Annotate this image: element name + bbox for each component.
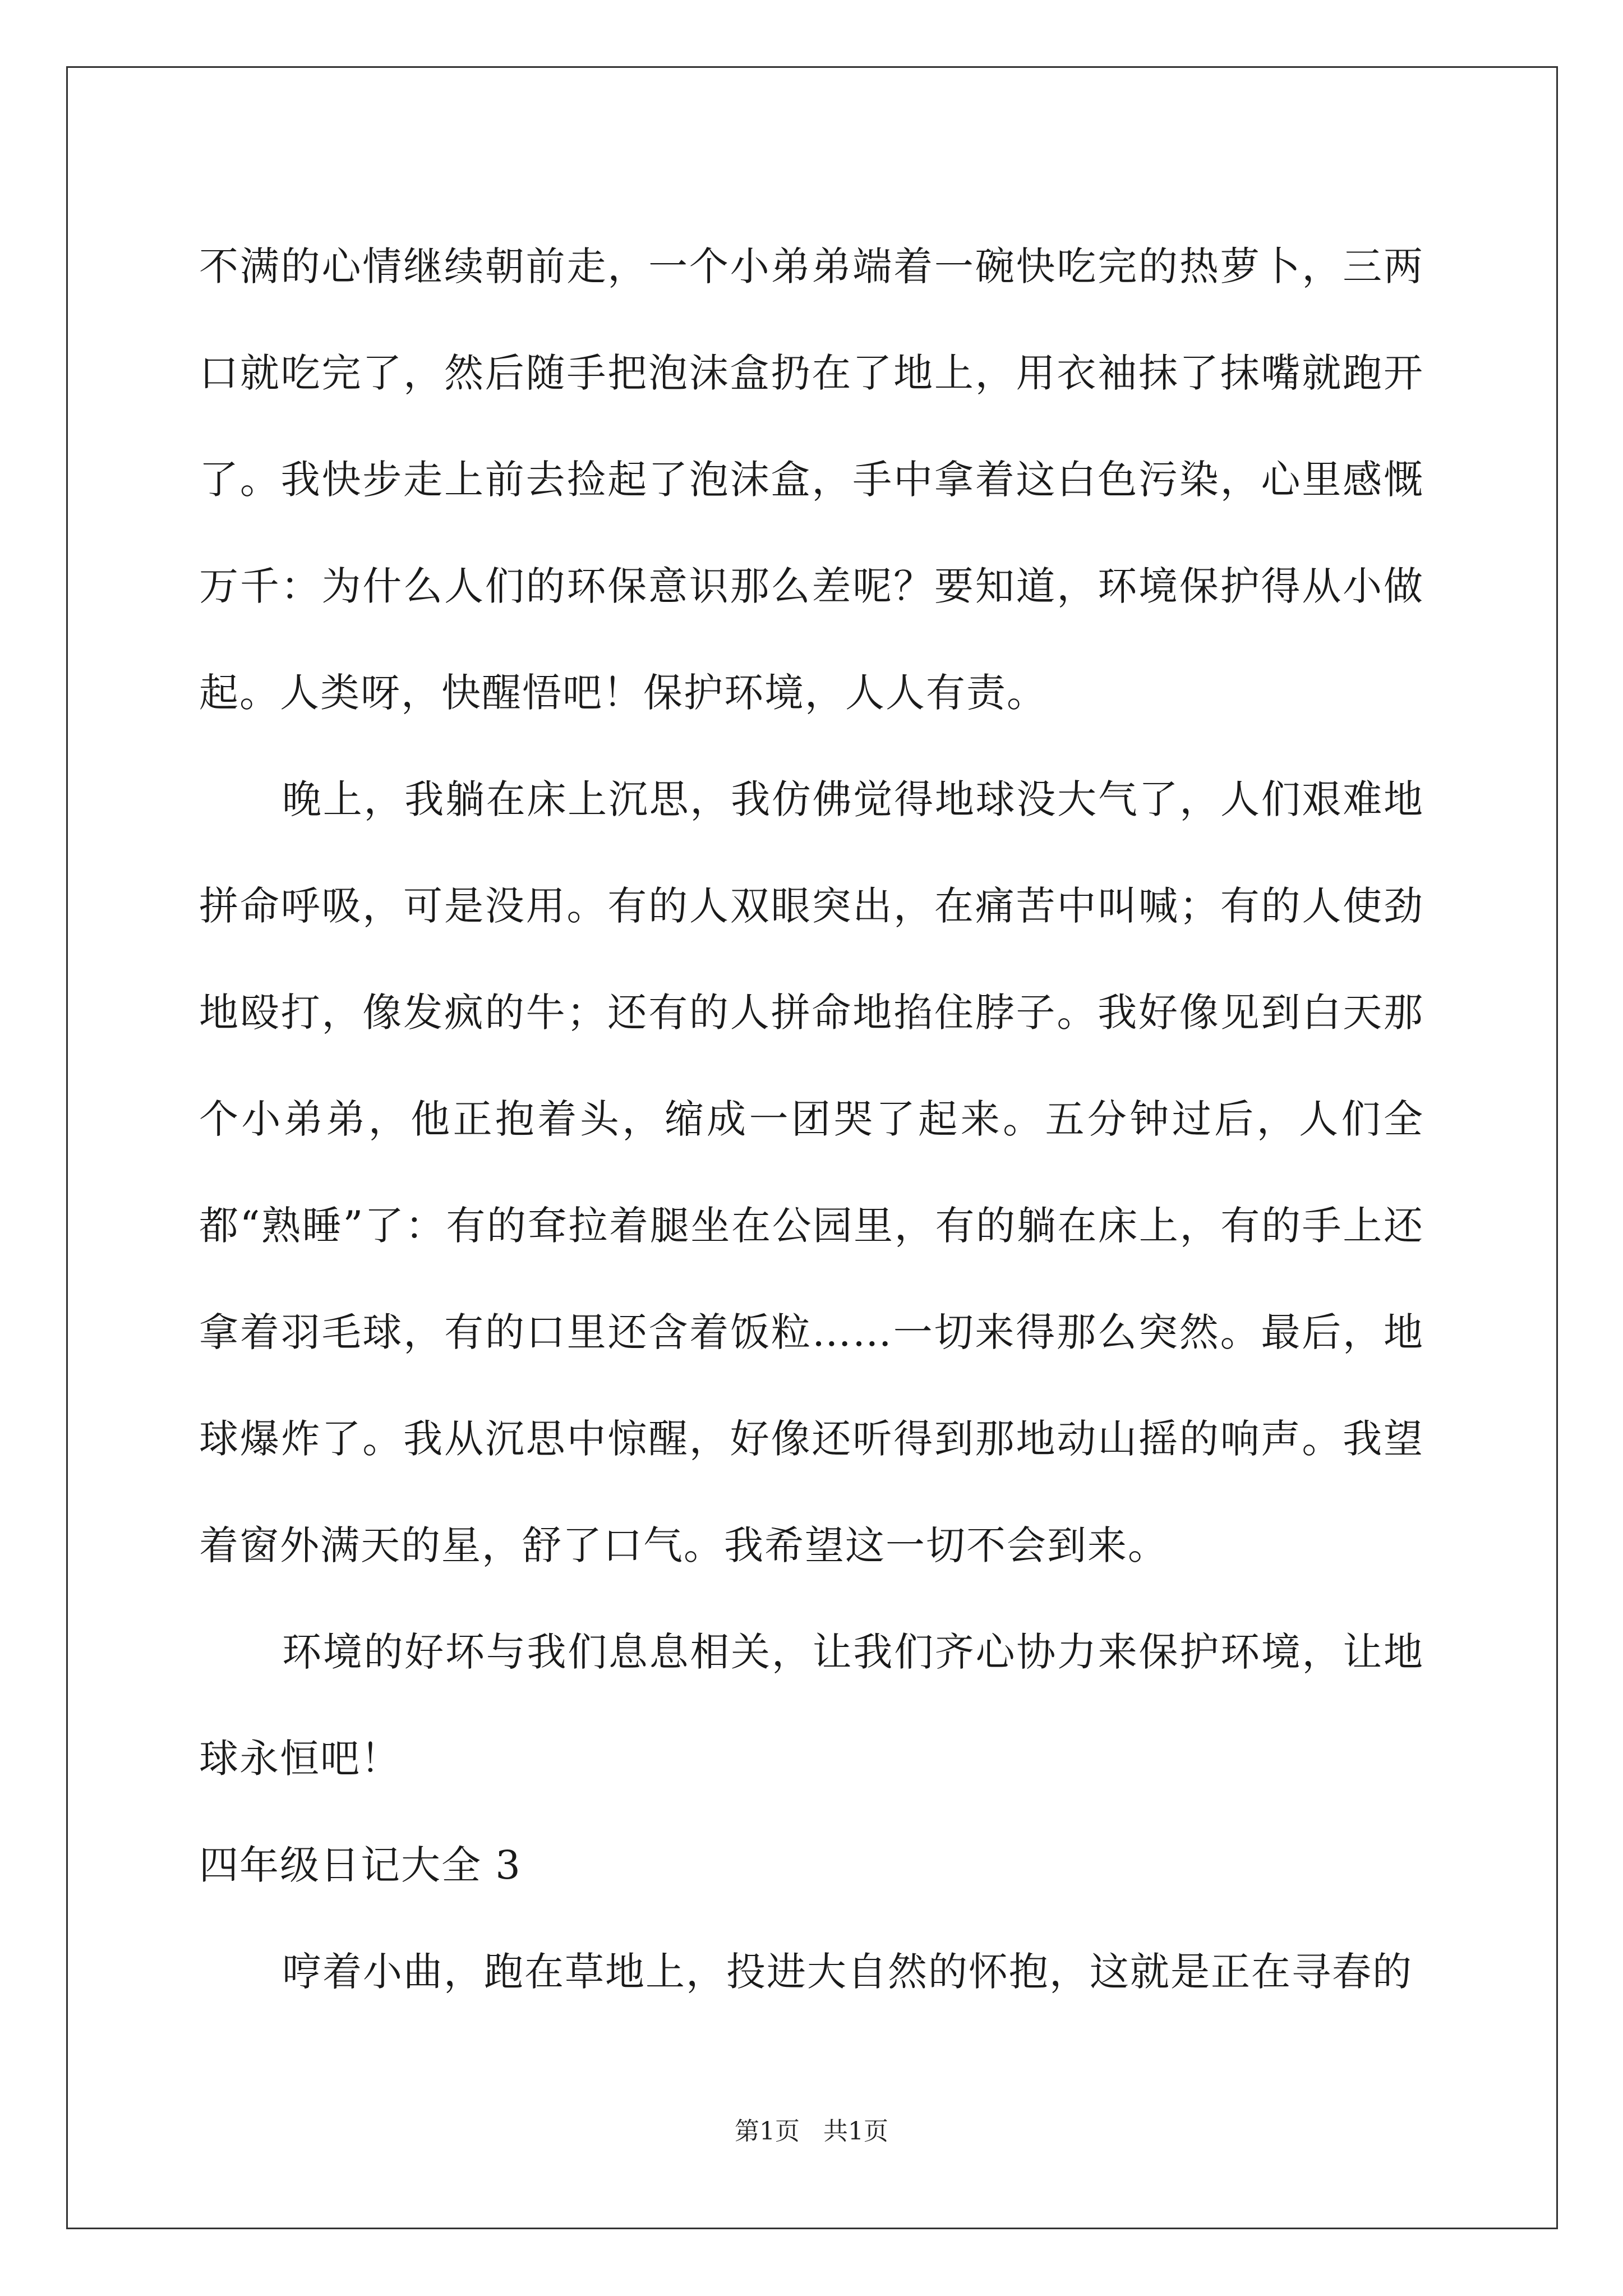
page-number: 第1页 (735, 2117, 800, 2146)
document-body (199, 213, 1424, 2025)
paragraph-3: 环境的好坏与我们息息相关，让我们齐心协力来保护环境，让地球永恒吧！ (199, 1629, 1424, 1782)
paragraph-4: 哼着小曲，跑在草地上，投进大自然的怀抱，这就是正在寻春的 (282, 1949, 1413, 1995)
footer-spacer (800, 2117, 823, 2146)
section-heading: 四年级日记大全 3 (199, 1842, 522, 1888)
paragraph-1: 不满的心情继续朝前走，一个小弟弟端着一碗快吃完的热萝卜，三两口就吃完了，然后随手把泡沫盒扔在了地上，用衣袖抹了抹嘴就跑开了。我快步走上前去捡起了泡沫盒，手中拿着这白色污染，心里感慨万千：为什么人们的环保意识那么差呢？要知道，环境保护得从小做起。人类呀，快醒悟吧！保护环境，人人有责。 (199, 243, 1424, 716)
paragraph-2: 晚上，我躺在床上沉思，我仿佛觉得地球没大气了，人们艰难地拼命呼吸，可是没用。有的人双眼突出，在痛苦中叫喊；有的人使劲地殴打，像发疯的牛；还有的人拼命地掐住脖子。我好像见到白天那个小弟弟，他正抱着头，缩成一团哭了起来。五分钟过后，人们全都“熟睡”了：有的耷拉着腿坐在公园里，有的躺在床上，有的手上还拿着羽毛球，有的口里还含着饭粒……一切来得那么突然。最后，地球爆炸了。我从沉思中惊醒，好像还听得到那地动山摇的响声。我望着窗外满天的星，舒了口气。我希望这一切不会到来。 (199, 776, 1424, 1568)
page-total: 共1页 (823, 2117, 888, 2146)
page-footer (0, 2115, 1623, 2148)
